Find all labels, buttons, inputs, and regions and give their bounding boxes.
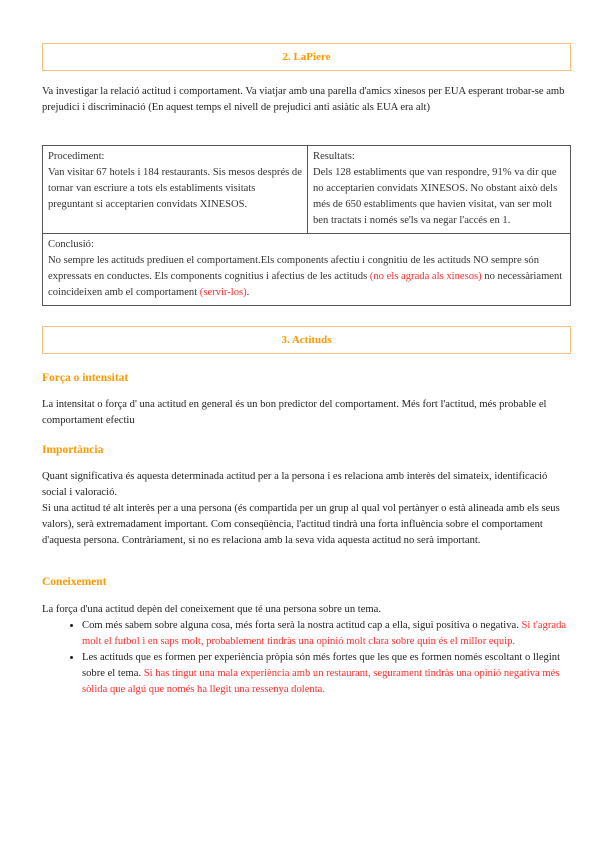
section-heading-actituds: 3. Actituds [42, 326, 571, 354]
conclusio-part: No sempre les actituds prediuen el comportament.Els components afectiu i congnitiu de les actituds NO sempre són expressats en conductes. Els components cognitius i afectius de les actituds [48, 255, 540, 282]
procediment-cell [43, 146, 308, 234]
procediment-text: Van visitar 67 hotels i 184 restaurants. Sis mesos després de tornar van escriure a tots els establiments visitats preguntant si acceptarien convidats XINESOS. [48, 167, 302, 210]
lapiere-table [42, 145, 571, 306]
forca-text: La intensitat o força d' una actitud en general és un bon predictor del comportament. Més fort l'actitud, més probable el comportament efectiu [42, 399, 547, 426]
conclusio-cell [43, 234, 571, 306]
conclusio-part: . [246, 287, 250, 298]
resultats-text: Dels 128 establiments que van respondre, 91% va dir que no acceptarien convidats XINESOS. No obstant això dels més de 650 establiments que havien visitat, van ser molt ben tractats i només se'ls va negar l'accés en 1. [313, 167, 558, 226]
conclusio-part: no necessàriament coincideixen amb el comportament [48, 271, 563, 298]
bullet-text: Les actituds que es formen per experiència pròpia són més fortes que les que es formen només escoltant o llegint sobre el tema. [82, 652, 561, 679]
section-heading-lapiere: 2. LaPiere [42, 43, 571, 71]
resultats-cell [308, 146, 571, 234]
heading-forca: Força o intensitat [42, 372, 129, 384]
heading-importancia: Importància [42, 444, 104, 456]
conclusio-highlight: (servir-los) [199, 287, 247, 298]
conclusio-label: Conclusió: [48, 239, 94, 250]
list-item [82, 650, 572, 698]
heading-coneixement: Coneixement [42, 576, 107, 588]
procediment-label: Procediment: [48, 151, 105, 162]
bullet-example: Si t'agrada molt el futbol i en saps molt, probablement tindràs una opinió molt clara sobre quin és el millor equip. [82, 620, 567, 647]
bullet-example: Si has tingut una mala experiència amb un restaurant, segurament tindràs una opinió negativa més sòlida que algú que només ha llegit una ressenya dolenta. [82, 668, 560, 695]
importancia-text-2: Si una actitud té alt interès per a una persona (és compartida per un grup al qual vol pertànyer o està alineada amb els seus valors), serà extremadament important. Com conseqüència, l'actitud tindrà una forta influència sobre el comportament d'aquesta persona. Contràriament, si no es relaciona amb la seva vida aquesta actitud no serà important. [42, 503, 560, 546]
bullet-text: Com més sabem sobre alguna cosa, més forta serà la nostra actitud cap a ella, sigui positiva o negativa. [82, 620, 522, 631]
lapiere-intro: Va investigar la relació actitud i comportament. Va viatjar amb una parella d'amics xinesos per EUA esperant trobar-se amb prejudici i discriminació (En aquest temps el nivell de prejudici anti asiàtic als EUA era alt) [42, 86, 565, 113]
conclusio-highlight: (no els agrada als xinesos) [369, 271, 482, 282]
list-item [82, 618, 572, 650]
resultats-label: Resultats: [313, 151, 355, 162]
importancia-text-1: Quant significativa és aquesta determinada actitud per a la persona i es relaciona amb interès del simateix, identificació social i valoració. [42, 471, 548, 498]
conclusio-text [48, 253, 565, 301]
coneixement-text: La força d'una actitud depèn del coneixement que té una persona sobre un tema. [42, 604, 382, 615]
coneixement-list [42, 618, 572, 698]
